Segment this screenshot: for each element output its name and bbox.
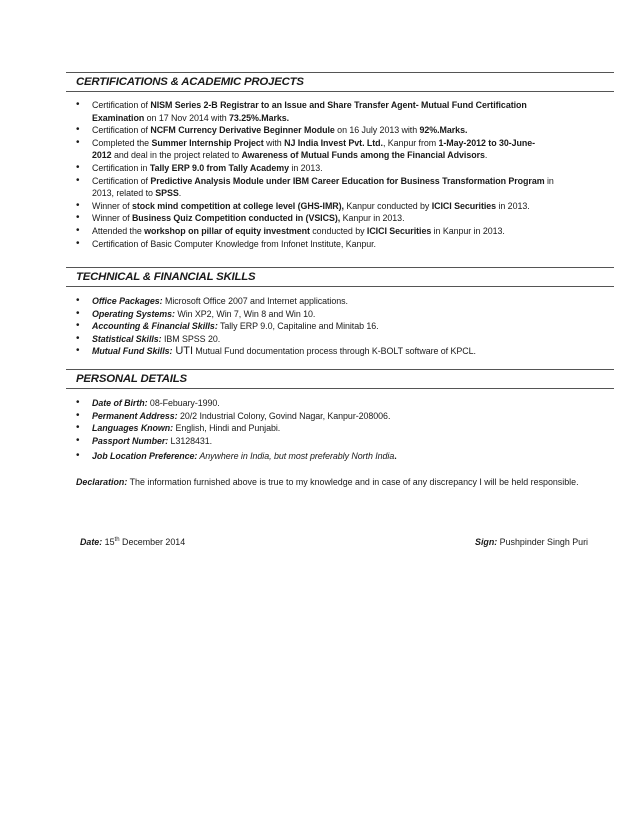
section-heading-certifications: CERTIFICATIONS & ACADEMIC PROJECTS <box>66 72 614 92</box>
signature-footer <box>80 537 588 547</box>
list-item: • Accounting & Financial Skills: Tally ERP 9.0, Capitaline and Minitab 16. <box>66 320 614 333</box>
list-item: • Completed the Summer Internship Project with NJ India Invest Pvt. Ltd., Kanpur from 1-May-2012 to 30-June-2012 and deal in the project related to Awareness of Mutual Funds among the Financial Advisors. <box>66 137 614 162</box>
declaration: Declaration: The information furnished above is true to my knowledge and in case of any discrepancy I will be held responsible. <box>76 477 579 487</box>
list-item: • Job Location Preference: Anywhere in India, but most preferably North India. <box>66 450 614 463</box>
list-item: • Operating Systems: Win XP2, Win 7, Win 8 and Win 10. <box>66 308 614 321</box>
list-item: • Certification of NCFM Currency Derivative Beginner Module on 16 July 2013 with 92%.Marks. <box>66 124 614 137</box>
list-item: • Winner of stock mind competition at college level (GHS-IMR), Kanpur conducted by ICICI Securities in 2013. <box>66 200 614 213</box>
certifications-list <box>66 99 614 250</box>
list-item: • Date of Birth: 08-Febuary-1990. <box>66 397 614 410</box>
list-item: • Winner of Business Quiz Competition conducted in (VSICS), Kanpur in 2013. <box>66 212 614 225</box>
list-item: • Passport Number: L3128431. <box>66 435 614 448</box>
personal-list <box>66 397 614 463</box>
list-item: • Certification of NISM Series 2-B Registrar to an Issue and Share Transfer Agent- Mutual Fund Certification Examination on 17 Nov 2014 with 73.25%.Marks. <box>66 99 614 124</box>
list-item: • Certification of Basic Computer Knowledge from Infonet Institute, Kanpur. <box>66 238 614 251</box>
list-item: • Certification of Predictive Analysis Module under IBM Career Education for Business Transformation Program in 2013, related to SPSS. <box>66 175 614 200</box>
list-item: • Statistical Skills: IBM SPSS 20. <box>66 333 614 346</box>
section-heading-skills: TECHNICAL & FINANCIAL SKILLS <box>66 267 614 287</box>
list-item: • Certification in Tally ERP 9.0 from Tally Academy in 2013. <box>66 162 614 175</box>
skills-list <box>66 295 614 358</box>
list-item: • Permanent Address: 20/2 Industrial Colony, Govind Nagar, Kanpur-208006. <box>66 410 614 423</box>
list-item: • Languages Known: English, Hindi and Punjabi. <box>66 422 614 435</box>
date-line: Date: 15th December 2014 <box>80 537 186 547</box>
section-heading-personal: PERSONAL DETAILS <box>66 369 614 389</box>
signature-line: Sign: Pushpinder Singh Puri <box>475 537 588 547</box>
list-item: • Attended the workshop on pillar of equity investment conducted by ICICI Securities in Kanpur in 2013. <box>66 225 614 238</box>
list-item: • Mutual Fund Skills: UTI Mutual Fund documentation process through K-BOLT software of KPCL. <box>66 345 614 358</box>
list-item: • Office Packages: Microsoft Office 2007 and Internet applications. <box>66 295 614 308</box>
